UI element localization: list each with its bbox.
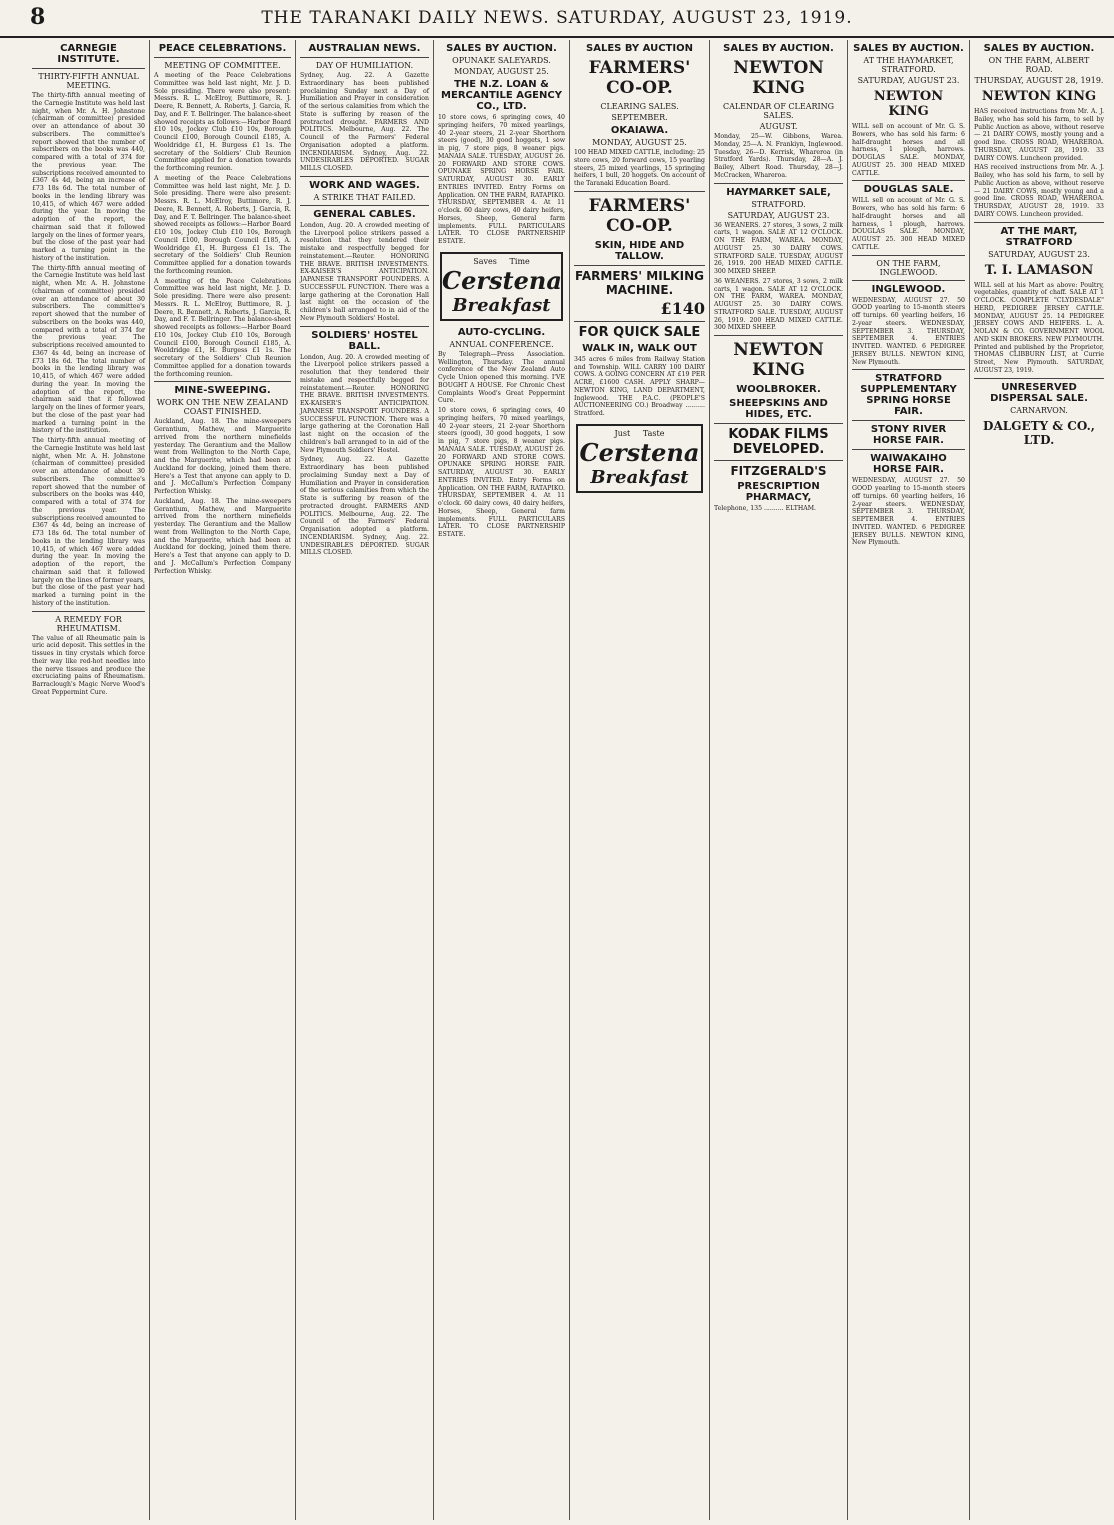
col4-body-2-filler: 10 store cows, 6 springing cows, 40 springing heifers, 70 mixed yearlings, 40 2-year steers, 21 2-year Shorthorn steers (good), 30 good hoggets, 1 sow in pig, 7 store pigs, 8 weaner pigs. MANAIA SALE. TUESDAY, AUGUST 26. 20 FORWARD AND STORE COWS. OPUNAKE SPRING HORSE FAIR. SATURDAY, AUGUST 30. EARLY ENTRIES INVITED. Entry Forms on Application. ON THE FARM, RATAPIKO. THURSDAY, SEPTEMBER 4. At 11 o'clock. 60 dairy cows, 40 dairy heifers, Horses, Sheep, General farm implements. FULL PARTICULARS LATER. TO CLOSE PARTNERSHIP ESTATE.: [438, 407, 565, 538]
col3-heading-3: GENERAL CABLES.: [313, 208, 416, 220]
cerstena-ad-2: [576, 424, 703, 493]
col8-sub-4: CARNARVON.: [1010, 405, 1068, 415]
col3-heading-4: SOLDIERS' HOSTEL BALL.: [311, 329, 418, 352]
col4-heading: SALES BY AUCTION.: [446, 43, 557, 54]
col7-body: WILL sell on account of Mr. G. S. Bowers, who has sold his farm: 6 half-draught horses and all harness, 1 plough, harrows. DOUGLAS SALE. MONDAY, AUGUST 25. 300 HEAD MIXED CATTLE.: [852, 123, 965, 177]
column-2: [150, 40, 296, 1520]
column-4: [434, 40, 570, 1520]
col6-body-2-filler: 36 WEANERS. 27 stores, 3 sows, 2 milk carts, 1 wagon. SALE AT 12 O'CLOCK. ON THE FARM, WAREA. MONDAY, AUGUST 25. 30 DAIRY COWS. STRATFORD SALE. TUESDAY, AUGUST 26, 1919. 200 HEAD MIXED CATTLE. 300 MIXED SHEEP.: [714, 277, 843, 332]
masthead: [0, 0, 1114, 38]
col1-body-filler-2: The thirty-fifth annual meeting of the Carnegie Institute was held last night, when Mr. A. H. Johnstone (chairman of committee) presided over an attendance of about 30 subscribers. The committee's report showed that the number of subscribers on the books was 440, compared with a total of 374 for the previous year. The subscriptions received amounted to £367 4s 4d, being an increase of £73 18s 6d. The total number of books in the lending library was 10,415, of which 467 were added during the year. In moving the adoption of the report, the chairman said that it followed largely on the lines of former years, but the close of the past year had marked a turning point in the history of the institution.: [32, 437, 145, 607]
col8-body: HAS received instructions from Mr. A. J. Bailey, who has sold his farm, to sell by Public Auction as above, without reserve— 21 DAIRY COWS, mostly young and a good line. CROSS ROAD, WHAREROA. THURSDAY, AUGUST 28, 1919. 33 DAIRY COWS. Luncheon provided.: [974, 108, 1104, 162]
col6-body-3: Telephone, 135 .......... ELTHAM.: [714, 505, 817, 512]
column-7: [848, 40, 970, 1520]
cerstena-ad-1: [440, 252, 563, 321]
col2-body-2: Auckland, Aug. 18. The mine-sweepers Gerantium, Mathew, and Marguerite arrived from the northern minefields yesterday. The Gerantium and the Mallow went from Wellington to the North Cape, and the Marguerite, which had been at Auckland for docking, joined them there. Here's a Test that anyone can apply to D. and J. McCallum's Perfection Company Perfection Whisky.: [154, 418, 291, 495]
column-8: [970, 40, 1108, 1520]
ad2-just-label: Just: [614, 428, 631, 438]
col8-big: NEWTON KING: [981, 89, 1097, 104]
col7-body-2: WEDNESDAY, AUGUST 27. 50 GOOD yearling to 15-month steers off turnips. 60 yearling heifers, 16 2-year steers. WEDNESDAY, SEPTEMBER 3. THURSDAY, SEPTEMBER 4. ENTRIES INVITED. WANTED. 6 PEDIGREE JERSEY BULLS. NEWTON KING, New Plymouth.: [852, 296, 965, 366]
col7-heading-5: STONY RIVER HORSE FAIR.: [870, 424, 947, 447]
col3-subheading-2: A STRIKE THAT FAILED.: [313, 192, 416, 202]
col7-heading-6: WAIWAKAIHO HORSE FAIR.: [870, 453, 947, 476]
col2-heading-2: MINE-SWEEPING.: [174, 385, 271, 397]
col2-heading: PEACE CELEBRATIONS.: [158, 43, 287, 54]
col4-sub-3: ANNUAL CONFERENCE.: [449, 339, 554, 349]
col4-agency: THE N.Z. LOAN & MERCANTILE AGENCY CO., LTD.: [441, 79, 562, 112]
col8-heading: SALES BY AUCTION.: [983, 43, 1095, 54]
col2-body-2-filler: Auckland, Aug. 18. The mine-sweepers Gerantium, Mathew, and Marguerite arrived from the northern minefields yesterday. The Gerantium and the Mallow went from Wellington to the North Cape, and the Marguerite, which had been at Auckland for docking, joined them there. Here's a Test that anyone can apply to D. and J. McCallum's Perfection Company Perfection Whisky.: [154, 497, 291, 575]
col8-heading-2: AT THE MART, STRATFORD: [1000, 225, 1078, 248]
col3-body-filler: Sydney, Aug. 22. A Gazette Extraordinary has been published proclaiming Sunday next a Day of Humiliation and Prayer in consideration of the serious calamities from which the State is suffering by reason of the protracted drought. FARMERS AND POLITICS. Melbourne, Aug. 22. The Council of the Farmers' Federal Organisation adopted a platform. INCENDIARISM. Sydney, Aug. 22. UNDESIRABLES DEPORTED. SUGAR MILLS CLOSED.: [300, 456, 429, 557]
col7-heading-3: INGLEWOOD.: [871, 283, 946, 295]
col6-heading: SALES BY AUCTION.: [723, 43, 834, 54]
col2-subheading-2: WORK ON THE NEW ZEALAND COAST FINISHED.: [156, 398, 289, 417]
col4-sub-1: OPUNAKE SALEYARDS.: [452, 56, 551, 65]
ad-time-label: Time: [509, 256, 530, 266]
page-number: 8: [30, 4, 46, 30]
col5-heading-4: FOR QUICK SALE: [578, 324, 701, 340]
ad2-product: Breakfast: [590, 466, 689, 488]
col6-sub-3: STRATFORD.: [751, 199, 806, 209]
col6-heading-5: KODAK FILMS DEVELOPED.: [728, 427, 829, 457]
col6-sub-2: AUGUST.: [759, 122, 798, 131]
col4-heading-2: AUTO-CYCLING.: [457, 326, 546, 338]
col7-sub-1: AT THE HAYMARKET, STRATFORD.: [863, 56, 954, 74]
column-3: [296, 40, 434, 1520]
col2-subheading: MEETING OF COMMITTEE.: [164, 61, 281, 70]
col6-heading-3: WOOLBROKER.: [736, 384, 821, 395]
col1-body-filler: The thirty-fifth annual meeting of the Carnegie Institute was held last night, when Mr. A. H. Johnstone (chairman of committee) presided over an attendance of about 30 subscribers. The committee's report showed that the number of subscribers on the books was 440, compared with a total of 374 for the previous year. The subscriptions received amounted to £367 4s 4d, being an increase of £73 18s 6d. The total number of books in the lending library was 10,415, of which 467 were added during the year. In moving the adoption of the report, the chairman said that it followed largely on the lines of former years, but the close of the past year had marked a turning point in the history of the institution.: [32, 264, 145, 435]
column-1: [28, 40, 150, 1520]
ad-brand: Cerstena: [442, 265, 562, 295]
masthead-title: THE TARANAKI DAILY NEWS. SATURDAY, AUGUST 23, 1919.: [261, 8, 853, 28]
col5-heading-5: WALK IN, WALK OUT: [582, 342, 697, 354]
col5-sub-3: OKAIAWA.: [610, 125, 669, 136]
col5-big-2: FARMERS' CO-OP.: [588, 195, 691, 236]
col1-body-2: The value of all Rheumatic pain is uric acid deposit. This settles in the tissues in tiny crystals which force their way like red-hot needles into the nerve tissues and produce the excruciating pains of Rheumatism. Barraclough's Magic Nerve Wood's Great Peppermint Cure.: [32, 634, 145, 696]
col8-sub-3: SATURDAY, AUGUST 23.: [988, 249, 1090, 259]
col1-heading-2: A REMEDY FOR RHEUMATISM.: [55, 614, 122, 633]
col7-body-2-filler: WEDNESDAY, AUGUST 27. 50 GOOD yearling to 15-month steers off turnips. 60 yearling heifers, 16 2-year steers. WEDNESDAY, SEPTEMBER 3. THURSDAY, SEPTEMBER 4. ENTRIES INVITED. WANTED. 6 PEDIGREE JERSEY BULLS. NEWTON KING, New Plymouth.: [852, 477, 965, 547]
column-5: [570, 40, 710, 1520]
col5-big: FARMERS' CO-OP.: [588, 58, 691, 98]
col3-heading: AUSTRALIAN NEWS.: [308, 43, 421, 54]
col6-sub-1: CALENDAR OF CLEARING SALES.: [722, 102, 835, 120]
col3-body-2: London, Aug. 20. A crowded meeting of the Liverpool police strikers passed a resolution that they tendered their mistake and respectfully begged for reinstatement.—Reuter. HONORING THE BRAVE. BRITISH INVESTMENTS. EX-KAISER'S ANTICIPATION. JAPANESE TRANSPORT FOUNDERS. A SUCCESSFUL FUNCTION. There was a large gathering at the Coronation Hall last night on the occasion of the children's ball arranged to in aid of the New Plymouth Soldiers' Hostel.: [300, 221, 429, 322]
col2-body-filler: A meeting of the Peace Celebrations Committee was held last night, Mr. J. D. Sole presiding. There were also present: Messrs. R. L. McElroy, Buttimore, R. J. Deere, R. Bennett, A. Roberts, J. Garcia, R. Day, and F. T. Bellringer. The balance-sheet showed receipts as follows:—Harbor Board £10 10s, Jockey Club £10 10s, Borough Council £100, Borough Council £185, A. Wooldridge £1, H. Burgess £1 1s. The secretary of the Soldiers' Club Reunion Committee applied for a donation towards the forthcoming reunion.: [154, 174, 291, 275]
col8-body-filler: HAS received instructions from Mr. A. J. Bailey, who has sold his farm, to sell by Public Auction as above, without reserve— 21 DAIRY COWS, mostly young and a good line. CROSS ROAD, WHAREROA. THURSDAY, AUGUST 28, 1919. 33 DAIRY COWS. Luncheon provided.: [974, 164, 1104, 218]
col5-heading-2: SKIN, HIDE AND TALLOW.: [594, 239, 685, 262]
col6-big: NEWTON KING: [733, 58, 824, 98]
col1-body: The thirty-fifth annual meeting of the Carnegie Institute was held last night, when Mr. A. H. Johnstone (chairman of committee) presided over an attendance of about 30 subscribers. The committee's report showed that the number of subscribers on the books was 440, compared with a total of 374 for the previous year. The subscriptions received amounted to £367 4s 4d, being an increase of £73 18s 6d. The total number of books in the lending library was 10,415, of which 467 were added during the year. In moving the adoption of the report, the chairman said that it followed largely on the lines of former years, but the close of the past year had marked a turning point in the history of the institution.: [32, 92, 145, 262]
col3-body: Sydney, Aug. 22. A Gazette Extraordinary has been published proclaiming Sunday next a Day of Humiliation and Prayer in consideration of the serious calamities from which the State is suffering by reason of the protracted drought. FARMERS AND POLITICS. Melbourne, Aug. 22. The Council of the Farmers' Federal Organisation adopted a platform. INCENDIARISM. Sydney, Aug. 22. UNDESIRABLES DEPORTED. SUGAR MILLS CLOSED.: [300, 72, 429, 172]
col5-sub-4: MONDAY, AUGUST 25.: [592, 138, 687, 147]
col2-body-filler-2: A meeting of the Peace Celebrations Committee was held last night, Mr. J. D. Sole presiding. There were also present: Messrs. R. L. McElroy, Buttimore, R. J. Deere, R. Bennett, A. Roberts, J. Garcia, R. Day, and F. T. Bellringer. The balance-sheet showed receipts as follows:—Harbor Board £10 10s, Jockey Club £10 10s, Borough Council £100, Borough Council £185, A. Wooldridge £1, H. Burgess £1 1s. The secretary of the Soldiers' Club Reunion Committee applied for a donation towards the forthcoming reunion.: [154, 277, 291, 378]
col2-body: A meeting of the Peace Celebrations Committee was held last night, Mr. J. D. Sole presiding. There were also present: Messrs. R. L. McElroy, Buttimore, R. J. Deere, R. Bennett, A. Roberts, J. Garcia, R. Day, and F. T. Bellringer. The balance-sheet showed receipts as follows:—Harbor Board £10 10s, Jockey Club £10 10s, Borough Council £100, Borough Council £185, A. Wooldridge £1, H. Burgess £1 1s. The secretary of the Soldiers' Club Reunion Committee applied for a donation towards the forthcoming reunion.: [154, 72, 291, 172]
col7-big: NEWTON KING: [873, 89, 944, 119]
column-6: [710, 40, 848, 1520]
col8-big-3: DALGETY & CO., LTD.: [983, 418, 1095, 447]
col4-body-2: By Telegraph—Press Association. Wellington, Thursday. The annual conference of the New Zealand Auto Cycle Union opened this morning. I'VE BOUGHT A HOUSE. For Chronic Chest Complaints Wood's Great Peppermint Cure.: [438, 350, 565, 405]
ad2-brand: Cerstena: [579, 437, 700, 467]
col5-body: 100 HEAD MIXED CATTLE, including: 25 store cows, 20 forward cows, 15 yearling steers, 25 mixed yearlings, 15 springing heifers, 1 bull, 20 hoggets. On account of the Taranaki Education Board.: [574, 149, 705, 187]
col6-sub-4: SATURDAY, AUGUST 23.: [727, 210, 830, 220]
col4-body: 10 store cows, 6 springing cows, 40 springing heifers, 70 mixed yearlings, 40 2-year steers, 21 2-year Shorthorn steers (good), 30 good hoggets, 1 sow in pig, 7 store pigs, 8 weaner pigs. MANAIA SALE. TUESDAY, AUGUST 26. 20 FORWARD AND STORE COWS. OPUNAKE SPRING HORSE FAIR. SATURDAY, AUGUST 30. EARLY ENTRIES INVITED. Entry Forms on Application. ON THE FARM, RATAPIKO. THURSDAY, SEPTEMBER 4. At 11 o'clock. 60 dairy cows, 40 dairy heifers, Horses, Sheep, General farm implements. FULL PARTICULARS LATER. TO CLOSE PARTNERSHIP ESTATE.: [438, 114, 565, 245]
col6-heading-7: PRESCRIPTION PHARMACY,: [737, 481, 820, 503]
col6-body-2: 36 WEANERS. 27 stores, 3 sows, 2 milk carts, 1 wagon. SALE AT 12 O'CLOCK. ON THE FARM, WAREA. MONDAY, AUGUST 25. 30 DAIRY COWS. STRATFORD SALE. TUESDAY, AUGUST 26, 1919. 200 HEAD MIXED CATTLE. 300 MIXED SHEEP.: [714, 221, 843, 275]
col7-heading: SALES BY AUCTION.: [853, 43, 964, 54]
col7-body-filler: WILL sell on account of Mr. G. S. Bowers, who has sold his farm: 6 half-draught horses and all harness, 1 plough, harrows. DOUGLAS SALE. MONDAY, AUGUST 25. 300 HEAD MIXED CATTLE.: [852, 197, 965, 251]
col6-heading-4: SHEEPSKINS AND HIDES, ETC.: [729, 398, 828, 420]
col6-heading-2: HAYMARKET SALE,: [726, 186, 831, 198]
col5-sub-2: SEPTEMBER.: [611, 113, 668, 122]
col3-heading-2: WORK AND WAGES.: [309, 179, 420, 191]
col8-sub-2: THURSDAY, AUGUST 28, 1919.: [974, 76, 1104, 85]
col7-sub-2: SATURDAY, AUGUST 23.: [857, 76, 960, 85]
col5-body-2: 345 acres 6 miles from Railway Station and Township. WILL CARRY 100 DAIRY COWS. A GOING CONCERN AT £19 PER ACRE, £1600 CASH. APPLY SHARP— NEWTON KING, LAND DEPARTMENT, Inglewood. THE P.A.C. (PEOPLE'S AUCTIONEERING CO.) Broadway .......... Stratford.: [574, 355, 705, 417]
ad2-taste-label: Taste: [642, 428, 665, 438]
columns: [28, 40, 1108, 1520]
col8-heading-3: UNRESERVED DISPERSAL SALE.: [990, 381, 1088, 404]
ad-product: Breakfast: [452, 294, 551, 316]
col8-sub-1: ON THE FARM, ALBERT ROAD.: [988, 56, 1090, 74]
col7-sub-3: ON THE FARM, INGLEWOOD.: [876, 258, 941, 277]
col8-body-2: WILL sell at his Mart as above: Poultry, vegetables, quantity of chaff. SALE AT 1 O'CLOCK. COMPLETE "CLYDESDALE" HERD, PEDIGREE JERSEY CATTLE. MONDAY, AUGUST 25. 14 PEDIGREE JERSEY COWS AND HEIFERS. L. A. NOLAN & CO. GOVERNMENT WOOL AND SKIN BROKERS. NEW PLYMOUTH. Printed and published by the Proprietor, THOMAS CLIBBURN LIST, at Currie Street, New Plymouth. SATURDAY, AUGUST 23, 1919.: [974, 281, 1104, 374]
col5-heading-3: FARMERS' MILKING MACHINE.: [575, 268, 704, 297]
col1-heading: CARNEGIE INSTITUTE.: [57, 43, 120, 65]
col6-body: Monday, 25—W. Gibbons, Warea. Monday, 25—A. N. Frankiyn, Inglewood. Tuesday, 26—D. Kerrisk, Whareroa (in Stratford Yards). Thursday, 28—A. J. Bailey, Albert Road. Thursday, 28—J. McCracken, Whareroa.: [714, 133, 843, 179]
col6-big-3: NEWTON KING: [733, 340, 824, 380]
col6-heading-6: FITZGERALD'S: [730, 464, 827, 478]
col1-subheading: THIRTY-FIFTH ANNUAL MEETING.: [38, 72, 139, 90]
col3-body-2-filler: London, Aug. 20. A crowded meeting of the Liverpool police strikers passed a resolution that they tendered their mistake and respectfully begged for reinstatement.—Reuter. HONORING THE BRAVE. BRITISH INVESTMENTS. EX-KAISER'S ANTICIPATION. JAPANESE TRANSPORT FOUNDERS. A SUCCESSFUL FUNCTION. There was a large gathering at the Coronation Hall last night on the occasion of the children's ball arranged to in aid of the New Plymouth Soldiers' Hostel.: [300, 353, 429, 454]
col5-sub-1: CLEARING SALES.: [600, 102, 679, 111]
col4-sub-2: MONDAY, AUGUST 25.: [454, 67, 549, 76]
ad-saves-label: Saves: [473, 256, 497, 266]
col3-subheading: DAY OF HUMILIATION.: [315, 61, 414, 70]
col7-heading-2: DOUGLAS SALE.: [863, 184, 954, 196]
col8-big-2: T. I. LAMASON: [984, 262, 1094, 278]
col5-heading: SALES BY AUCTION: [586, 43, 693, 54]
col5-price: £140: [660, 298, 705, 318]
col7-heading-4: STRATFORD SUPPLEMENTARY SPRING HORSE FAIR.: [860, 373, 957, 418]
